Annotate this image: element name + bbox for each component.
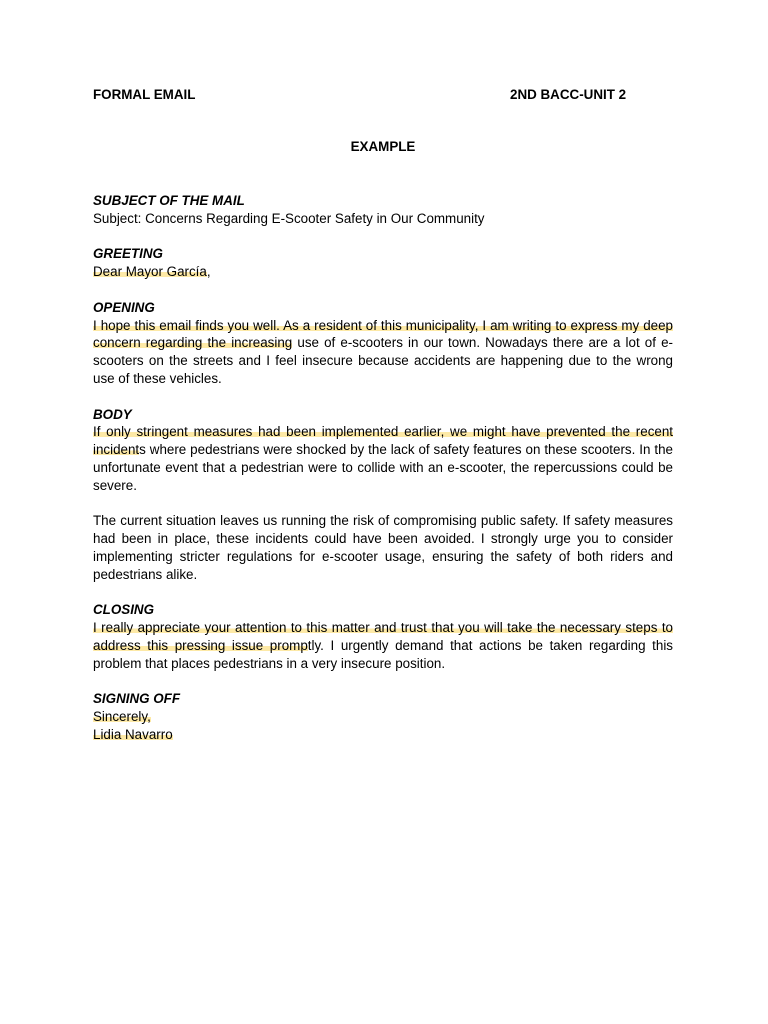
- body-paragraph-2: The current situation leaves us running the risk of compromising public safety. If safety measures had been in place, these incidents could have been avoided. I strongly urge you to consider implementing stricter regulations for e-scooter usage, ensuring the safety of both riders and pedestrians alike.: [93, 513, 673, 582]
- signoff-line-2: [93, 726, 673, 744]
- document-header: [93, 87, 673, 105]
- example-title: EXAMPLE: [350, 139, 416, 154]
- closing-highlight: I really appreciate your attention to this matter and trust that you will take the necessary steps to address this pressing issue promp: [93, 620, 673, 653]
- course-unit-label: 2ND BACC-UNIT 2: [510, 87, 627, 102]
- greeting-section: [93, 245, 673, 281]
- closing-rest: tly. I urgently demand that actions be taken regarding this problem that places pedestrians in a very insecure position.: [93, 637, 673, 671]
- signoff-heading: SIGNING OFF: [93, 691, 181, 707]
- signoff-section: [93, 690, 673, 743]
- greeting-rest: ,: [206, 264, 211, 280]
- opening-heading: OPENING: [93, 299, 155, 315]
- greeting-highlight: Dear Mayor García: [93, 264, 207, 280]
- closing-heading: CLOSING: [93, 602, 155, 618]
- body-paragraph-1: [93, 423, 673, 494]
- subject-section: [93, 192, 673, 228]
- subject-line: Subject: Concerns Regarding E-Scooter Safety in Our Community: [93, 210, 485, 226]
- closing-section: [93, 601, 673, 672]
- opening-rest: use of e-scooters in our town. Nowadays there are a lot of e-scooters on the streets and I feel insecure because accidents are happening due to the wrong use of these vehicles.: [93, 335, 673, 386]
- closing-paragraph: [93, 619, 673, 672]
- opening-highlight: I hope this email finds you well. As a resident of this municipality, I am writing to express my deep concern regarding the increasing: [93, 317, 673, 351]
- signoff-name: Lidia Navarro: [93, 726, 173, 742]
- signoff-closing-word: Sincerely,: [93, 709, 151, 725]
- body-section-2: [93, 512, 673, 583]
- body-heading: BODY: [93, 406, 132, 422]
- email-example-body: [93, 192, 673, 762]
- body-highlight: If only stringent measures had been implemented earlier, we might have prevented the recent incident: [93, 424, 673, 458]
- subject-heading: SUBJECT OF THE MAIL: [93, 193, 245, 208]
- opening-section: [93, 299, 673, 388]
- body-paragraph-1-rest: s where pedestrians were shocked by the lack of safety features on these scooters. In the unfortunate event that a pedestrian were to collide with an e-scooter, the repercussions could be severe.: [93, 442, 673, 493]
- document-type-label: FORMAL EMAIL: [93, 87, 196, 102]
- opening-paragraph: [93, 317, 673, 388]
- body-section: [93, 406, 673, 495]
- greeting-line: [93, 263, 673, 281]
- greeting-heading: GREETING: [93, 246, 163, 262]
- signoff-line-1: [93, 708, 673, 726]
